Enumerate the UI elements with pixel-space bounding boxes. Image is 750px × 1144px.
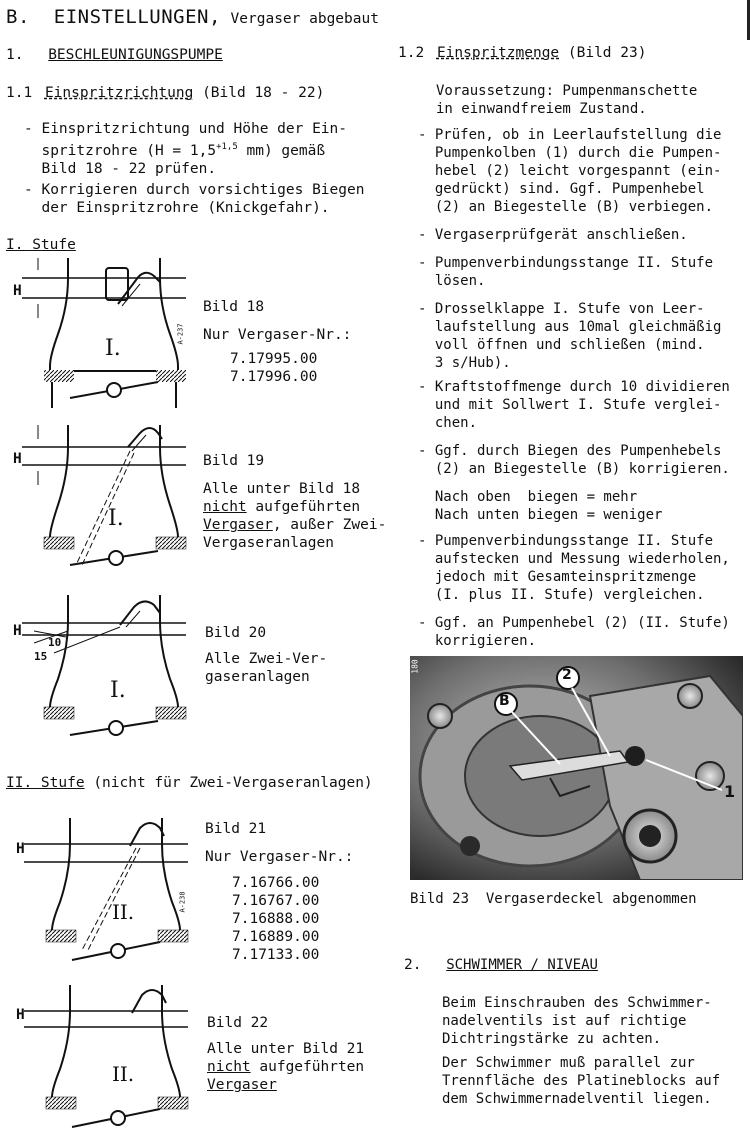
bullet-line: 3 s/Hub). bbox=[418, 355, 511, 371]
bullet-line: der Einspritzrohre (Knickgefahr). bbox=[24, 200, 330, 216]
bullet-line: - Vergaserprüfgerät anschließen. bbox=[418, 227, 688, 243]
text-line: Beim Einschrauben des Schwimmer- bbox=[442, 995, 712, 1011]
stage-1-label: I. Stufe bbox=[6, 237, 76, 253]
bullet-line: - Pumpenverbindungsstange II. Stufe bbox=[418, 255, 714, 271]
bullet-pumpenhebel-korrigieren bbox=[418, 614, 730, 650]
heading-1-number: 1. bbox=[6, 47, 24, 63]
bild-18-numbers bbox=[230, 350, 317, 386]
heading-1-1-ref: (Bild 18 - 22) bbox=[202, 85, 325, 101]
bullet-line: - Korrigieren durch vorsichtiges Biegen bbox=[24, 182, 365, 198]
figure-22-roman: II. bbox=[112, 1062, 135, 1086]
bild-20-desc bbox=[205, 650, 327, 686]
section-header bbox=[6, 6, 379, 28]
emphasis-nicht: nicht bbox=[207, 1059, 251, 1075]
bild-21-desc: Nur Vergaser-Nr.: bbox=[205, 849, 354, 865]
stage-2-label: II. Stufe bbox=[6, 775, 85, 791]
bullet-line: chen. bbox=[418, 415, 478, 431]
emphasis-vergaser: Vergaser bbox=[203, 517, 273, 533]
desc-line bbox=[207, 1058, 364, 1076]
float-paragraph-2 bbox=[442, 1054, 720, 1108]
figure-20-roman: I. bbox=[110, 678, 126, 703]
carburetor-number: 7.16767.00 bbox=[232, 893, 320, 909]
carburetor-number: 7.17133.00 bbox=[232, 947, 320, 963]
bullet-line: - Prüfen, ob in Leerlaufstellung die bbox=[418, 127, 722, 143]
text-line: nadelventils ist auf richtige bbox=[442, 1013, 687, 1029]
bullet-line: (I. plus II. Stufe) vergleichen. bbox=[418, 587, 705, 603]
bullet-korrigieren bbox=[24, 181, 364, 217]
bullet-line: Bild 18 - 22 prüfen. bbox=[24, 160, 217, 177]
section-subtitle: Vergaser abgebaut bbox=[230, 11, 379, 27]
tolerance-superscript: +1,5 bbox=[216, 142, 238, 152]
bullet-line bbox=[24, 138, 347, 160]
bullet-biegen-korrigieren bbox=[418, 442, 730, 478]
bullet-line: hebel (2) leicht vorgespannt (ein- bbox=[418, 163, 722, 179]
bullet-line: korrigieren. bbox=[418, 633, 537, 649]
bild-18-title: Bild 18 bbox=[203, 299, 265, 315]
figure-21-roman: II. bbox=[112, 900, 135, 924]
carburetor-number: 7.16766.00 bbox=[232, 875, 320, 891]
stage-2-heading bbox=[6, 774, 373, 792]
heading-1-1-number: 1.1 bbox=[6, 85, 33, 101]
text-line: Der Schwimmer muß parallel zur bbox=[442, 1055, 695, 1071]
bullet-line: und mit Sollwert I. Stufe verglei- bbox=[418, 397, 722, 413]
carburetor-number: 7.16889.00 bbox=[232, 929, 320, 945]
note-line: Nach unten biegen = weniger bbox=[418, 507, 663, 523]
bullet-pruefgeraet bbox=[418, 226, 688, 244]
figure-19-carburetor bbox=[10, 425, 190, 575]
text-line: Trennfläche des Platineblocks auf bbox=[442, 1073, 721, 1089]
section-heading: B. EINSTELLUNGEN, bbox=[6, 6, 221, 28]
photo-label-1: 1 bbox=[724, 782, 736, 801]
desc-line: Alle unter Bild 21 bbox=[207, 1041, 365, 1057]
bullet-line: aufstecken und Messung wiederholen, bbox=[418, 551, 730, 567]
float-paragraph-1 bbox=[442, 994, 712, 1048]
bullet-verbindungsstange-loesen bbox=[418, 254, 713, 290]
figure-20-h-label: H bbox=[13, 623, 22, 639]
carburetor-number: 7.16888.00 bbox=[232, 911, 320, 927]
bild-21-title: Bild 21 bbox=[205, 821, 267, 837]
bullet-kraftstoffmenge bbox=[418, 378, 730, 432]
bullet-line: - Ggf. durch Biegen des Pumpenhebels bbox=[418, 443, 722, 459]
figure-20-dim-15: 15 bbox=[34, 650, 48, 663]
desc-line bbox=[207, 1076, 364, 1094]
bullet-messung-wiederholen bbox=[418, 532, 730, 604]
figure-19-h-label: H bbox=[13, 451, 22, 467]
heading-1-title: BESCHLEUNIGUNGSPUMPE bbox=[48, 47, 223, 63]
figure-20-carburetor bbox=[10, 595, 190, 745]
desc-line: Alle unter Bild 18 bbox=[203, 481, 361, 497]
bullet-line: Pumpenkolben (1) durch die Pumpen- bbox=[418, 145, 722, 161]
figure-18-carburetor bbox=[10, 258, 190, 408]
bild-22-desc bbox=[207, 1040, 364, 1094]
bullet-line: - Kraftstoffmenge durch 10 dividieren bbox=[418, 379, 730, 395]
figure-20-dim-10: 10 bbox=[48, 636, 62, 649]
precondition bbox=[436, 82, 697, 118]
bullet-line: - Einspritzrichtung und Höhe der Ein- bbox=[24, 121, 348, 137]
heading-2 bbox=[404, 956, 598, 974]
bild-22-title: Bild 22 bbox=[207, 1015, 269, 1031]
photo-illustration bbox=[410, 656, 743, 880]
desc-line: Vergaseranlagen bbox=[203, 535, 334, 551]
heading-1-2-number: 1.2 bbox=[398, 45, 425, 61]
figure-18-code: A-237 bbox=[176, 323, 185, 345]
bild-20-title: Bild 20 bbox=[205, 625, 267, 641]
bullet-drosselklappe bbox=[418, 300, 721, 372]
bullet-line: laufstellung aus 10mal gleichmäßig bbox=[418, 319, 722, 335]
desc-line: Alle Zwei-Ver- bbox=[205, 651, 328, 667]
figure-21-code: A-238 bbox=[178, 891, 187, 913]
note-line: Nach oben biegen = mehr bbox=[418, 489, 638, 505]
bullet-text: spritzrohre (H = 1,5 bbox=[24, 142, 217, 159]
bullet-line: - Ggf. an Pumpenhebel (2) (II. Stufe) bbox=[418, 615, 730, 631]
text-line: dem Schwimmernadelventil liegen. bbox=[442, 1091, 712, 1107]
heading-2-title: SCHWIMMER / NIVEAU bbox=[446, 957, 598, 973]
desc-line bbox=[203, 516, 386, 534]
figure-19-roman: I. bbox=[108, 506, 124, 531]
bullet-line: - Pumpenverbindungsstange II. Stufe bbox=[418, 533, 714, 549]
figure-18-h-label: H bbox=[13, 283, 22, 299]
figure-21-h-label: H bbox=[16, 841, 25, 857]
bullet-line: jedoch mit Gesamteinspritzmenge bbox=[418, 569, 697, 585]
figure-22-carburetor bbox=[12, 985, 192, 1135]
bild-19-desc bbox=[203, 480, 386, 552]
heading-1-2 bbox=[398, 44, 646, 62]
bild-19-title: Bild 19 bbox=[203, 453, 265, 469]
heading-1 bbox=[6, 46, 223, 64]
carburetor-cover-photo bbox=[410, 656, 743, 880]
carburetor-number: 7.17996.00 bbox=[230, 369, 318, 385]
bullet-pruefen bbox=[418, 126, 721, 216]
heading-1-1-title: Einspritzrichtung bbox=[44, 85, 194, 101]
carburetor-number: 7.17995.00 bbox=[230, 351, 318, 367]
text-line: Dichtringstärke zu achten. bbox=[442, 1031, 662, 1047]
bullet-einspritzrichtung bbox=[24, 120, 347, 178]
bild-18-desc: Nur Vergaser-Nr.: bbox=[203, 327, 352, 343]
photo-code: 180 bbox=[410, 659, 420, 674]
figure-21-carburetor bbox=[12, 818, 192, 968]
bullet-line: - Drosselklappe I. Stufe von Leer- bbox=[418, 301, 705, 317]
desc-text: , außer Zwei- bbox=[272, 517, 387, 533]
bullet-line: voll öffnen und schließen (mind. bbox=[418, 337, 705, 353]
bullet-text: mm) gemäß bbox=[237, 142, 326, 159]
heading-2-number: 2. bbox=[404, 957, 422, 973]
desc-text: aufgeführten bbox=[246, 499, 361, 515]
desc-line bbox=[203, 498, 386, 516]
desc-line: gaseranlagen bbox=[205, 669, 310, 685]
bend-direction-note bbox=[418, 488, 662, 524]
figure-18-roman: I. bbox=[105, 336, 121, 361]
photo-label-2: 2 bbox=[562, 667, 572, 683]
bullet-line: (2) an Biegestelle (B) korrigieren. bbox=[418, 461, 730, 477]
heading-1-1 bbox=[6, 84, 324, 102]
photo-label-b: B bbox=[499, 693, 510, 709]
emphasis-vergaser: Vergaser bbox=[207, 1077, 277, 1093]
photo-caption: Bild 23 Vergaserdeckel abgenommen bbox=[410, 891, 697, 907]
bullet-line: (2) an Biegestelle (B) verbiegen. bbox=[418, 199, 714, 215]
stage-2-note: (nicht für Zwei-Vergaseranlagen) bbox=[93, 775, 373, 791]
desc-text: aufgeführten bbox=[250, 1059, 365, 1075]
bullet-line: gedrückt) sind. Ggf. Pumpenhebel bbox=[418, 181, 705, 197]
bild-21-numbers bbox=[232, 874, 319, 964]
heading-1-2-ref: (Bild 23) bbox=[567, 45, 647, 61]
heading-1-2-title: Einspritzmenge bbox=[436, 45, 560, 61]
emphasis-nicht: nicht bbox=[203, 499, 247, 515]
text-line: Voraussetzung: Pumpenmanschette bbox=[436, 83, 698, 99]
bullet-line: lösen. bbox=[418, 273, 486, 289]
figure-22-h-label: H bbox=[16, 1007, 25, 1023]
text-line: in einwandfreiem Zustand. bbox=[436, 101, 647, 117]
